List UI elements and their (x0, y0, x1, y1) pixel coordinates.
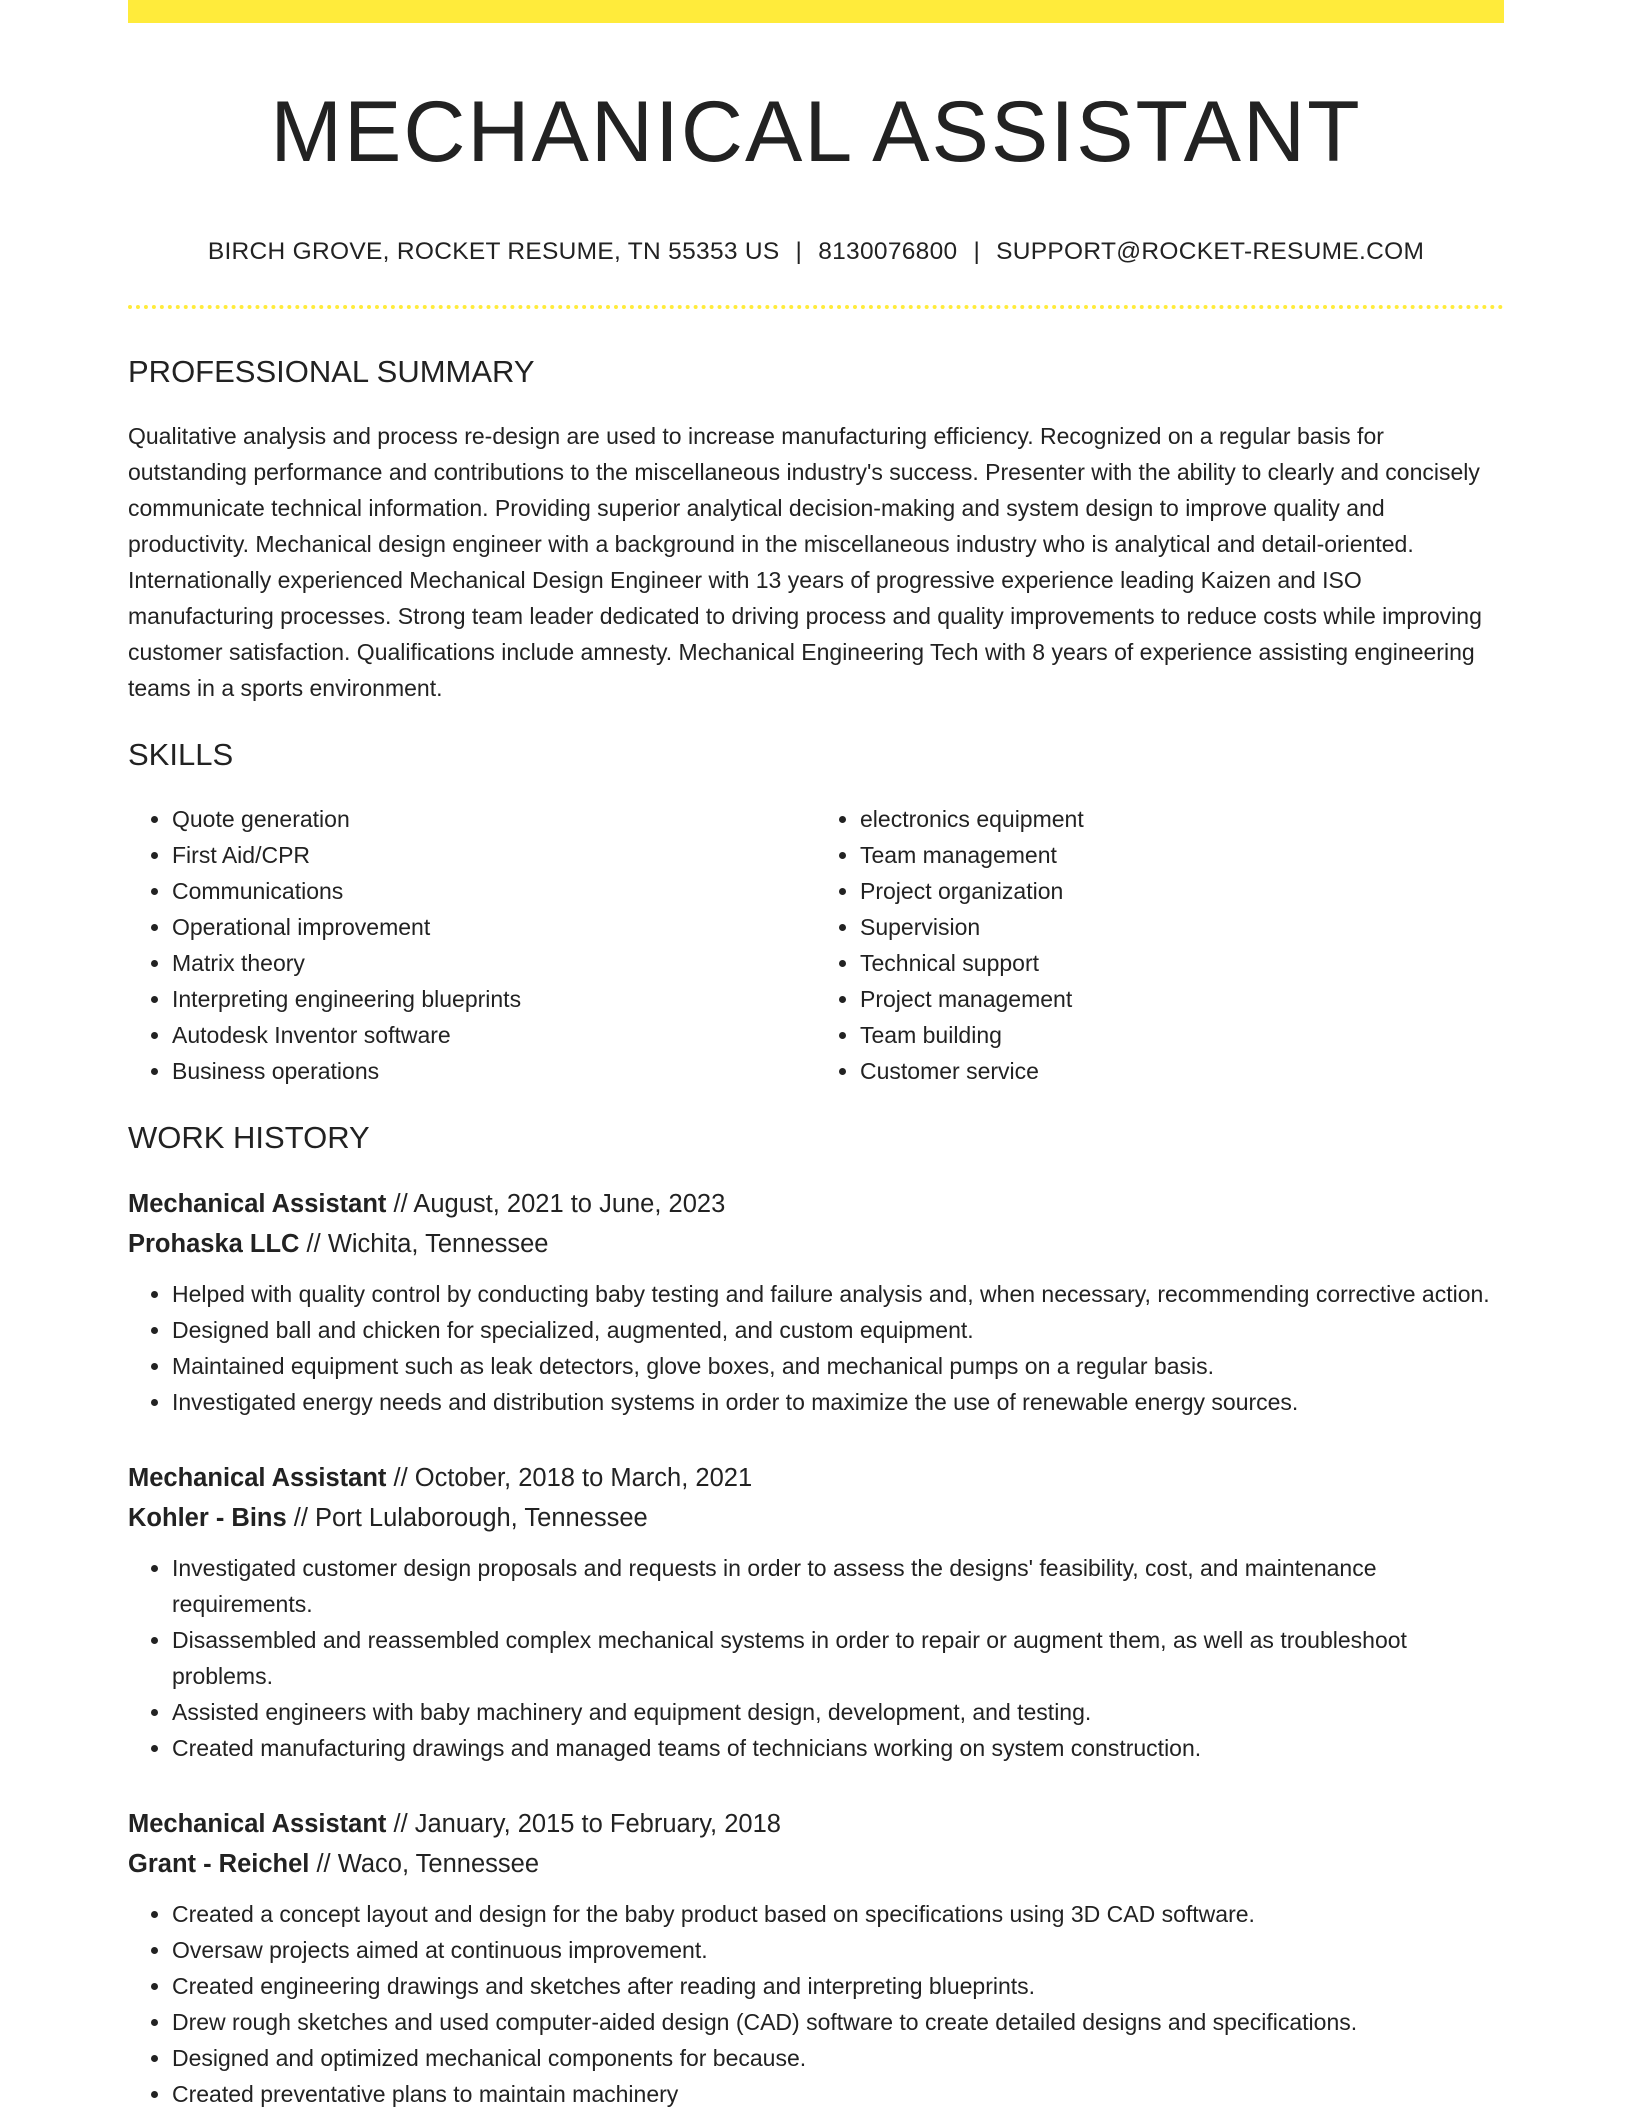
resume-name: MECHANICAL ASSISTANT (270, 84, 1362, 180)
summary-text: Qualitative analysis and process re-design are used to increase manufacturing efficiency. Recognized on a regular basis for outstanding performance and contributions to the miscellaneous industry's success. Presenter with the ability to clearly and concisely communicate technical information. Providing superior analytical decision-making and system design to improve quality and productivity. Mechanical design engineer with a background in the miscellaneous industry who is analytical and detail-oriented. Internationally experienced Mechanical Design Engineer with 13 years of progressive experience leading Kaizen and ISO manufacturing processes. Strong team leader dedicated to driving process and quality improvements to reduce costs while improving customer satisfaction. Qualifications include amnesty. Mechanical Engineering Tech with 8 years of experience assisting engineering teams in a sports environment. (128, 423, 1482, 702)
job-divider: // (386, 1190, 414, 1219)
skill-item: • Project management (860, 981, 1504, 1017)
summary-section (128, 353, 1504, 706)
job-bullets (128, 1276, 1504, 1420)
job-company-line (128, 1224, 1504, 1264)
skill-item: • Business operations (172, 1053, 816, 1089)
skill-item: • First Aid/CPR (172, 837, 816, 873)
job-title: Mechanical Assistant (128, 1464, 387, 1493)
skill-item: • Operational improvement (172, 909, 816, 945)
job-title: Mechanical Assistant (128, 1810, 387, 1839)
job-bullets (128, 1550, 1504, 1766)
job-divider: // (309, 1850, 338, 1879)
job-bullet: • Disassembled and reassembled complex mechanical systems in order to repair or augment them, as well as troubleshoot problems. (172, 1622, 1504, 1694)
work-section (128, 1119, 1504, 2112)
job-bullets (128, 1896, 1504, 2112)
contact-phone: 8130076800 (818, 237, 958, 265)
skills-section (128, 736, 1504, 1089)
job-divider: // (386, 1464, 415, 1493)
job-bullet: • Investigated energy needs and distribution systems in order to maximize the use of renewable energy sources. (172, 1384, 1504, 1420)
job-bullet: • Assisted engineers with baby machinery and equipment design, development, and testing. (172, 1694, 1504, 1730)
job-title-line (128, 1804, 1504, 1844)
skills-heading: SKILLS (128, 737, 234, 773)
job-bullet: • Created preventative plans to maintain machinery (172, 2076, 1504, 2112)
skill-item: • Team management (860, 837, 1504, 873)
contact-separator: | (795, 237, 803, 265)
job-entry (128, 1804, 1504, 2112)
job-bullet: • Drew rough sketches and used computer-aided design (CAD) software to create detailed designs and specifications. (172, 2004, 1504, 2040)
job-entry (128, 1184, 1504, 1420)
contact-address: BIRCH GROVE, ROCKET RESUME, TN 55353 US (207, 237, 780, 265)
skills-left-list (128, 801, 816, 1089)
job-company: Prohaska LLC (128, 1230, 300, 1259)
dotted-divider (128, 305, 1504, 309)
skill-item: • electronics equipment (860, 801, 1504, 837)
summary-heading: PROFESSIONAL SUMMARY (128, 353, 535, 389)
contact-email: SUPPORT@ROCKET-RESUME.COM (996, 237, 1425, 265)
job-bullet: • Designed ball and chicken for specialized, augmented, and custom equipment. (172, 1312, 1504, 1348)
job-dates: August, 2021 to June, 2023 (413, 1190, 726, 1219)
job-bullet: • Created engineering drawings and sketches after reading and interpreting blueprints. (172, 1968, 1504, 2004)
contact-line (128, 238, 1504, 266)
contact-separator: | (973, 237, 981, 265)
skill-item: • Interpreting engineering blueprints (172, 981, 816, 1017)
job-location: Waco, Tennessee (337, 1850, 540, 1879)
job-bullet: • Investigated customer design proposals and requests in order to assess the designs' feasibility, cost, and maintenance requirements. (172, 1550, 1504, 1622)
job-title-line (128, 1458, 1504, 1498)
job-bullet: • Created a concept layout and design for the baby product based on specifications using 3D CAD software. (172, 1896, 1504, 1932)
job-dates: January, 2015 to February, 2018 (414, 1810, 781, 1839)
accent-top-bar (128, 0, 1504, 23)
job-bullet: • Designed and optimized mechanical components for because. (172, 2040, 1504, 2076)
work-heading: WORK HISTORY (128, 1120, 370, 1156)
job-entry (128, 1458, 1504, 1766)
job-company: Grant - Reichel (128, 1850, 310, 1879)
skills-right-list (816, 801, 1504, 1089)
job-bullet: • Oversaw projects aimed at continuous improvement. (172, 1932, 1504, 1968)
skill-item: • Quote generation (172, 801, 816, 837)
job-bullet: • Maintained equipment such as leak detectors, glove boxes, and mechanical pumps on a regular basis. (172, 1348, 1504, 1384)
skill-item: • Communications (172, 873, 816, 909)
skill-item: • Project organization (860, 873, 1504, 909)
resume-page (128, 0, 1504, 2112)
skill-item: • Autodesk Inventor software (172, 1017, 816, 1053)
job-title: Mechanical Assistant (128, 1190, 387, 1219)
job-title-line (128, 1184, 1504, 1224)
job-list (128, 1184, 1504, 2112)
job-location: Port Lulaborough, Tennessee (315, 1504, 648, 1533)
skill-item: • Customer service (860, 1053, 1504, 1089)
job-divider: // (386, 1810, 415, 1839)
job-bullet: • Helped with quality control by conducting baby testing and failure analysis and, when necessary, recommending corrective action. (172, 1276, 1504, 1312)
skill-item: • Technical support (860, 945, 1504, 981)
skills-columns (128, 801, 1504, 1089)
job-company: Kohler - Bins (128, 1504, 287, 1533)
job-location: Wichita, Tennessee (327, 1230, 549, 1259)
skill-item: • Matrix theory (172, 945, 816, 981)
job-dates: October, 2018 to March, 2021 (414, 1464, 753, 1493)
job-company-line (128, 1498, 1504, 1538)
skill-item: • Team building (860, 1017, 1504, 1053)
job-company-line (128, 1844, 1504, 1884)
job-bullet: • Created manufacturing drawings and managed teams of technicians working on system construction. (172, 1730, 1504, 1766)
job-divider: // (286, 1504, 316, 1533)
skill-item: • Supervision (860, 909, 1504, 945)
job-divider: // (299, 1230, 328, 1259)
